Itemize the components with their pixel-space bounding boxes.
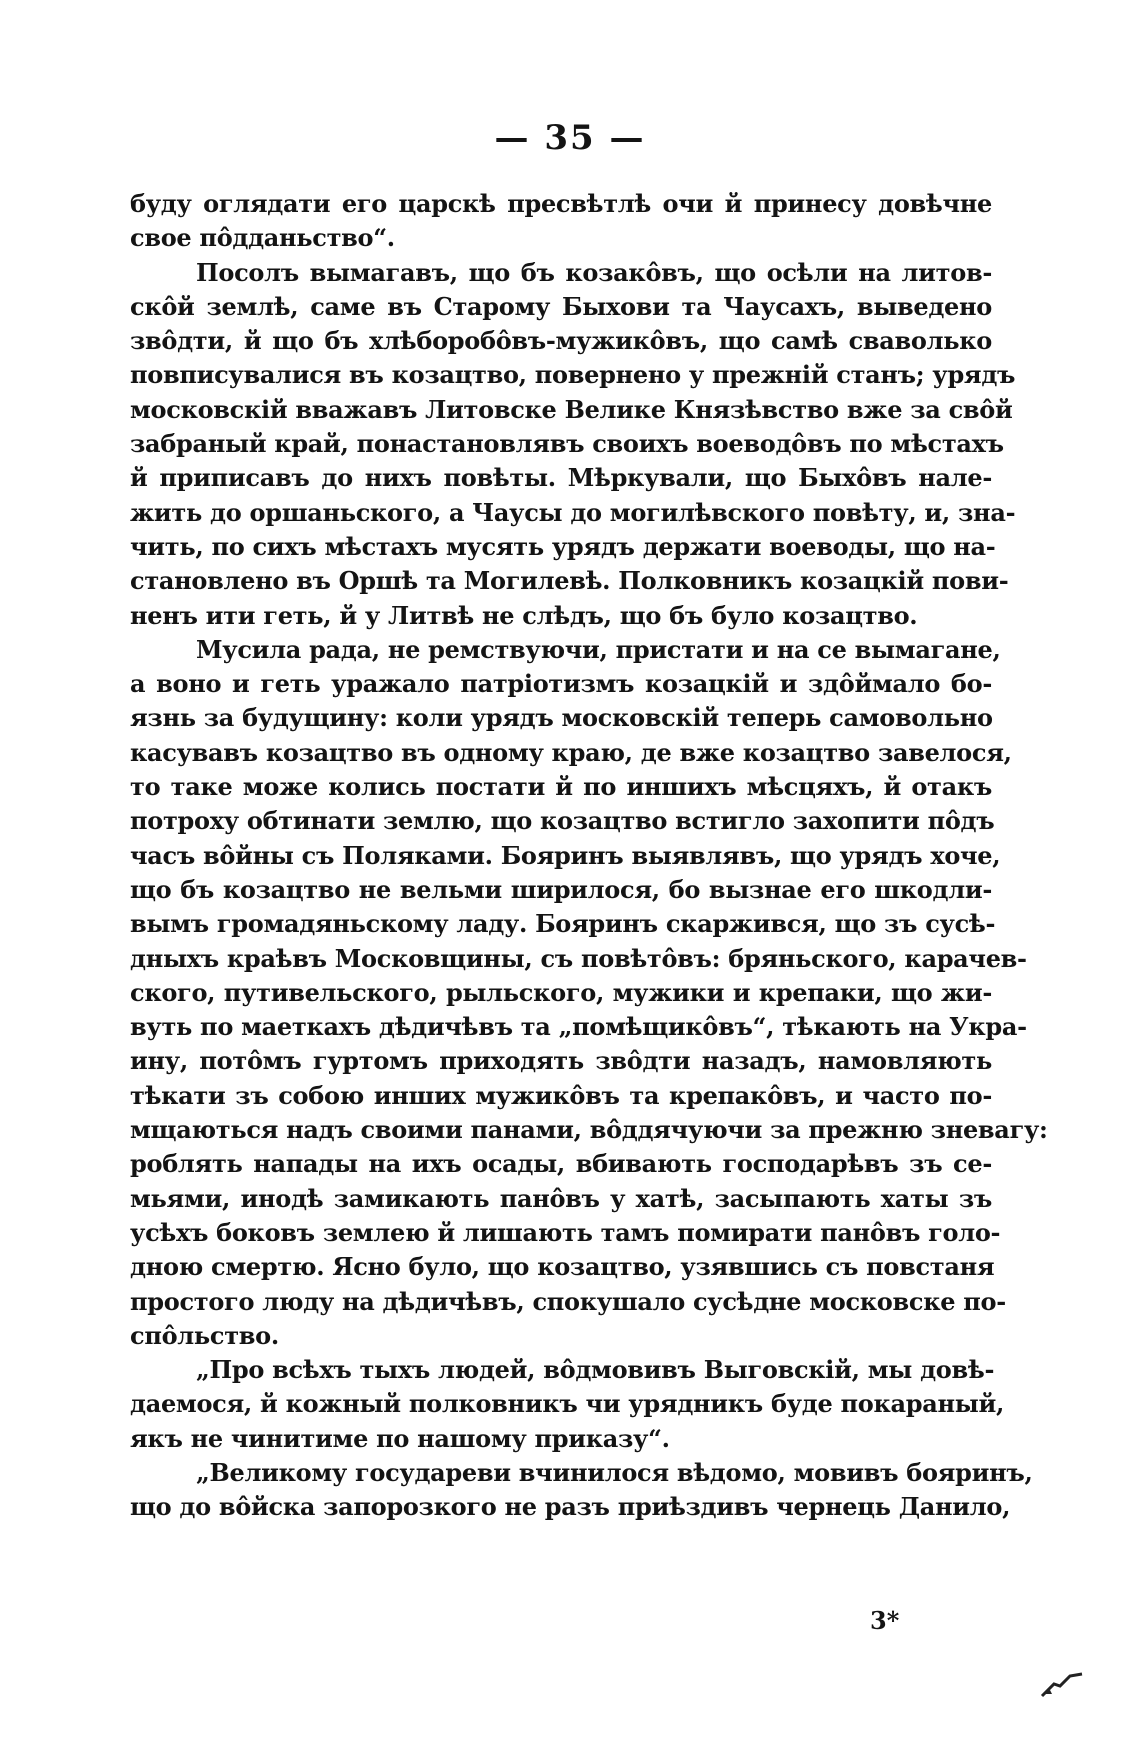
- text-line: потроху обтинати землю, що козацтво встигло захопити пôдъ: [130, 806, 995, 836]
- paragraph: [130, 633, 1048, 1353]
- signature-mark: 3*: [870, 1606, 900, 1635]
- text-line: то таке може колись постати й по иншихъ мѣсцяхъ, й отакъ: [130, 772, 992, 802]
- text-line: звôдти, й що бъ хлѣборобôвъ-мужикôвъ, що самѣ сваволько: [130, 326, 992, 356]
- text-line: вуть по маеткахъ дѣдичѣвъ та „помѣщикôвъ“, тѣкають на Укра-: [130, 1012, 1027, 1042]
- paragraph: [130, 1456, 1033, 1525]
- text-line: становлено въ Оршѣ та Могилевѣ. Полковникъ козацкій пови-: [130, 566, 1009, 596]
- text-line: буду оглядати его царскѣ пресвѣтлѣ очи й принесу довѣчне: [130, 189, 992, 218]
- paragraph: [130, 187, 992, 256]
- text-line: московскій вважавъ Литовске Велике Князѣвство вже за свôй: [130, 394, 1013, 424]
- text-line: ину, потôмъ гуртомъ приходять звôдти назадъ, намовляють: [130, 1046, 992, 1076]
- ink-mark-icon: [1040, 1668, 1084, 1698]
- text-line: мьями, инодѣ замикають панôвъ у хатѣ, засыпають хаты зъ: [130, 1183, 992, 1213]
- text-line: чить, по сихъ мѣстахъ мусять урядъ держати воеводы, що на-: [130, 531, 996, 561]
- text-line: касувавъ козацтво въ одному краю, де вже козацтво завелося,: [130, 737, 1012, 767]
- text-line: роблять напады на ихъ осады, вбивають господарѣвъ зъ се-: [130, 1149, 992, 1179]
- text-line: мщаються надъ своими панами, вôддячуючи за прежню зневагу:: [130, 1115, 1048, 1145]
- text-line: свое пôдданьство“.: [130, 223, 395, 253]
- text-line: що до вôйска запорозкого не разъ приѣздивъ чернець Данило,: [130, 1492, 1011, 1522]
- text-line: тѣкати зъ собою инших мужикôвъ та крепакôвъ, и часто по-: [130, 1080, 992, 1110]
- body-text: [130, 187, 1048, 1525]
- text-line: Мусила рада, не ремствуючи, пристати и на се вымагане,: [196, 634, 1001, 664]
- page-number: — 35 —: [494, 118, 646, 158]
- text-line: Посолъ вымагавъ, що бъ козакôвъ, що осѣли на литов-: [196, 257, 992, 287]
- text-line: ского, путивельского, рыльского, мужики и крепаки, що жи-: [130, 977, 992, 1007]
- text-line: скôй землѣ, саме въ Старому Быхови та Чаусахъ, выведено: [130, 291, 992, 321]
- text-line: й приписавъ до нихъ повѣты. Мѣркували, що Быхôвъ нале-: [130, 463, 992, 493]
- text-line: даемося, й кожный полковникъ чи урядникъ буде покараный,: [130, 1389, 1005, 1419]
- text-line: вымъ громадяньскому ладу. Бояринъ скаржився, що зъ сусѣ-: [130, 909, 996, 939]
- text-line: повписувалися въ козацтво, повернено у прежній станъ; урядъ: [130, 360, 1016, 390]
- text-line: язнь за будущину: коли урядъ московскій теперь самовольно: [130, 703, 993, 733]
- text-line: дною смертю. Ясно було, що козацтво, узявшись съ повстаня: [130, 1252, 995, 1282]
- text-line: дныхъ краѣвъ Московщины, съ повѣтôвъ: бряньского, карачев-: [130, 943, 1027, 973]
- text-line: „Великому государеви вчинилося вѣдомо, мовивъ бояринъ,: [196, 1457, 1033, 1487]
- text-line: жить до оршаньского, а Чаусы до могилѣвского повѣту, и, зна-: [130, 497, 1016, 527]
- text-line: ненъ ити геть, й у Литвѣ не слѣдъ, що бъ було козацтво.: [130, 600, 918, 630]
- text-line: забраный край, понастановлявъ своихъ воеводôвъ по мѣстахъ: [130, 429, 1004, 459]
- text-line: а воно и геть уражало патріотизмъ козацкій и здôймало бо-: [130, 669, 992, 699]
- text-line: спôльство.: [130, 1320, 279, 1350]
- text-line: що бъ козацтво не вельми ширилося, бо вызнае его шкодли-: [130, 874, 992, 904]
- text-line: „Про всѣхъ тыхъ людей, вôдмовивъ Выговскій, мы довѣ-: [196, 1355, 995, 1385]
- text-line: простого люду на дѣдичѣвъ, спокушало сусѣдне московске по-: [130, 1286, 1006, 1316]
- paragraph: [130, 256, 1016, 633]
- text-line: якъ не чинитиме по нашому приказу“.: [130, 1423, 670, 1453]
- text-line: усѣхъ боковъ землею й лишають тамъ помирати панôвъ голо-: [130, 1217, 1001, 1247]
- paragraph: [130, 1353, 1005, 1456]
- text-line: часъ вôйны съ Поляками. Бояринъ выявлявъ, що урядъ хоче,: [130, 840, 1001, 870]
